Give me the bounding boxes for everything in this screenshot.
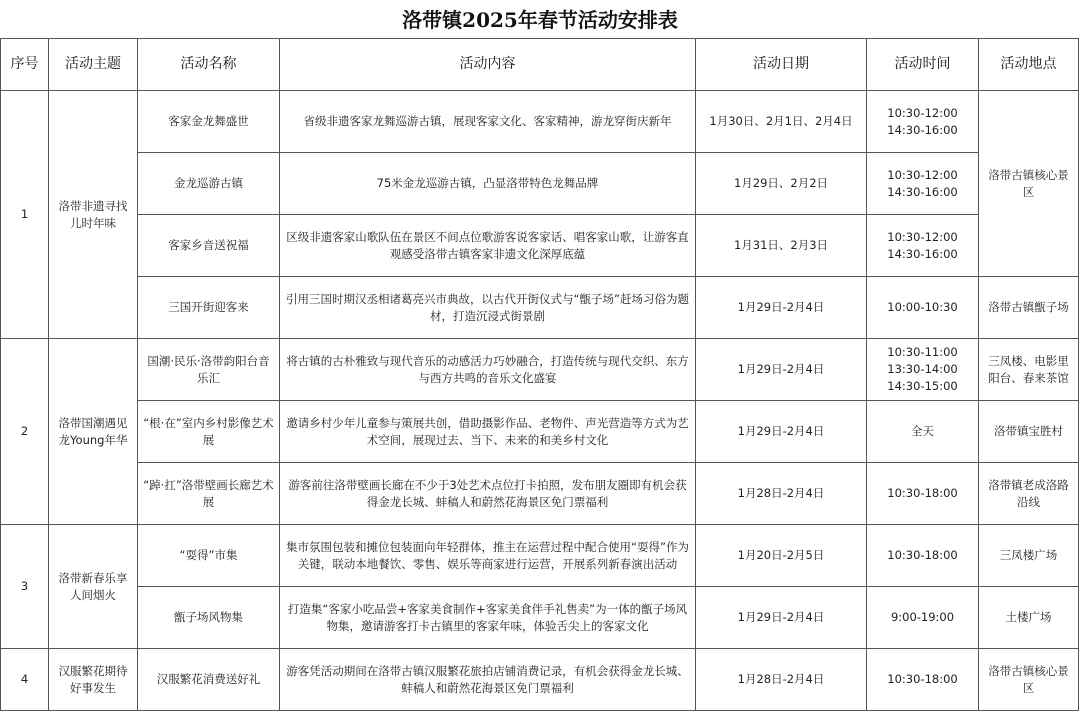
activity-theme: 洛带国潮遇见龙Young年华 <box>49 339 138 525</box>
table-row <box>1 91 1079 153</box>
activity-content: 邀请乡村少年儿童参与策展共创，借助摄影作品、老物件、声光营造等方式为艺术空间，展现过去、当下、未来的和美乡村文化 <box>280 401 696 463</box>
table-row <box>1 525 1079 587</box>
activity-time <box>867 215 979 277</box>
activity-date: 1月30日、2月1日、2月4日 <box>696 91 867 153</box>
activity-time <box>867 649 979 711</box>
activity-location: 洛带古镇甑子场 <box>979 277 1079 339</box>
table-row <box>1 649 1079 711</box>
header-location: 活动地点 <box>979 39 1079 91</box>
time-slot: 14:30-16:00 <box>887 122 958 137</box>
time-slot: 10:30-18:00 <box>887 548 958 562</box>
time-slot: 10:30-18:00 <box>887 486 958 500</box>
time-slot: 9:00-19:00 <box>890 610 955 624</box>
activity-name: 客家金龙舞盛世 <box>138 91 280 153</box>
activity-name: 金龙巡游古镇 <box>138 153 280 215</box>
table-row <box>1 277 1079 339</box>
table-row <box>1 401 1079 463</box>
time-slot: 14:30-16:00 <box>887 184 958 199</box>
header-content: 活动内容 <box>280 39 696 91</box>
activity-date: 1月29日-2月4日 <box>696 587 867 649</box>
time-slot: 14:30-16:00 <box>887 246 958 261</box>
activity-location: 洛带古镇核心景区 <box>979 91 1079 277</box>
group-number: 3 <box>1 525 49 649</box>
activity-content: 省级非遗客家龙舞巡游古镇，展现客家文化、客家精神，游龙穿街庆新年 <box>280 91 696 153</box>
time-slot: 13:30-14:00 <box>887 362 958 376</box>
activity-theme: 汉服繁花期待好事发生 <box>49 649 138 711</box>
activity-time <box>867 339 979 401</box>
activity-time <box>867 587 979 649</box>
activity-name: 三国开街迎客来 <box>138 277 280 339</box>
activity-content: 引用三国时期汉丞相诸葛亮兴市典故，以古代开街仪式与“甑子场”赶场习俗为题材，打造沉浸式街景剧 <box>280 277 696 339</box>
time-slot: 14:30-15:00 <box>887 379 958 393</box>
header-time: 活动时间 <box>867 39 979 91</box>
activity-name: 汉服繁花消费送好礼 <box>138 649 280 711</box>
time-slot: 10:30-12:00 <box>887 229 958 244</box>
time-slot: 10:00-10:30 <box>887 300 958 314</box>
header-name: 活动名称 <box>138 39 280 91</box>
activity-time <box>867 277 979 339</box>
schedule-table <box>0 38 1079 711</box>
table-row <box>1 153 1079 215</box>
activity-date: 1月20日-2月5日 <box>696 525 867 587</box>
activity-time <box>867 153 979 215</box>
activity-theme: 洛带新春乐享人间烟火 <box>49 525 138 649</box>
table-title: 洛带镇2025年春节活动安排表 <box>402 8 678 32</box>
activity-location: 洛带古镇核心景区 <box>979 649 1079 711</box>
table-row <box>1 215 1079 277</box>
activity-content: 游客前往洛带壁画长廊在不少于3处艺术点位打卡拍照，发布朋友圈即有机会获得金龙长城、蚌稿人和蔚然花海景区免门票福利 <box>280 463 696 525</box>
activity-content: 打造集“客家小吃品尝+客家美食制作+客家美食伴手礼售卖”为一体的甑子场风物集，邀请游客打卡古镇里的客家年味，体验舌尖上的客家文化 <box>280 587 696 649</box>
activity-time <box>867 91 979 153</box>
activity-name: 国潮·民乐·洛带韵阳台音乐汇 <box>138 339 280 401</box>
activity-name: 客家乡音送祝福 <box>138 215 280 277</box>
table-row <box>1 339 1079 401</box>
table-row <box>1 463 1079 525</box>
activity-time <box>867 463 979 525</box>
activity-date: 1月29日-2月4日 <box>696 277 867 339</box>
activity-location: 洛带镇宝胜村 <box>979 401 1079 463</box>
activity-theme: 洛带非遗寻找儿时年味 <box>49 91 138 339</box>
activity-date: 1月29日、2月2日 <box>696 153 867 215</box>
header-row <box>1 39 1079 91</box>
activity-location: 洛带镇老成洛路沿线 <box>979 463 1079 525</box>
activity-content: 区级非遗客家山歌队伍在景区不间点位歌游客说客家话、唱客家山歌，让游客直观感受洛带古镇客家非遗文化深厚底蕴 <box>280 215 696 277</box>
activity-location: 土楼广场 <box>979 587 1079 649</box>
time-slot: 全天 <box>911 424 934 438</box>
activity-content: 集市氛围包装和摊位包装面向年轻群体，推主在运营过程中配合使用“耍得”作为关键，联动本地餐饮、零售、娱乐等商家进行运营，开展系列新春演出活动 <box>280 525 696 587</box>
activity-name: 甑子场风物集 <box>138 587 280 649</box>
table-row <box>1 587 1079 649</box>
activity-name: “踔·扛”洛带壁画长廊艺术展 <box>138 463 280 525</box>
activity-date: 1月29日-2月4日 <box>696 401 867 463</box>
activity-content: 75米金龙巡游古镇，凸显洛带特色龙舞品牌 <box>280 153 696 215</box>
group-number: 2 <box>1 339 49 525</box>
activity-content: 将古镇的古朴雅致与现代音乐的动感活力巧妙融合，打造传统与现代交织、东方与西方共鸣的音乐文化盛宴 <box>280 339 696 401</box>
activity-name: “耍得”市集 <box>138 525 280 587</box>
activity-date: 1月28日-2月4日 <box>696 463 867 525</box>
time-slot: 10:30-11:00 <box>887 345 958 359</box>
activity-time <box>867 525 979 587</box>
header-num: 序号 <box>1 39 49 91</box>
activity-time <box>867 401 979 463</box>
activity-location: 三凤楼广场 <box>979 525 1079 587</box>
header-theme: 活动主题 <box>49 39 138 91</box>
time-slot: 10:30-12:00 <box>887 167 958 182</box>
activity-date: 1月29日-2月4日 <box>696 339 867 401</box>
header-date: 活动日期 <box>696 39 867 91</box>
activity-content: 游客凭活动期间在洛带古镇汉服繁花旅拍店铺消费记录，有机会获得金龙长城、蚌稿人和蔚然花海景区免门票福利 <box>280 649 696 711</box>
group-number: 4 <box>1 649 49 711</box>
group-number: 1 <box>1 91 49 339</box>
time-slot: 10:30-18:00 <box>887 672 958 686</box>
time-slot: 10:30-12:00 <box>887 105 958 120</box>
activity-location: 三凤楼、电影里阳台、春来茶馆 <box>979 339 1079 401</box>
activity-date: 1月31日、2月3日 <box>696 215 867 277</box>
activity-name: “根·在”室内乡村影像艺术展 <box>138 401 280 463</box>
activity-date: 1月28日-2月4日 <box>696 649 867 711</box>
